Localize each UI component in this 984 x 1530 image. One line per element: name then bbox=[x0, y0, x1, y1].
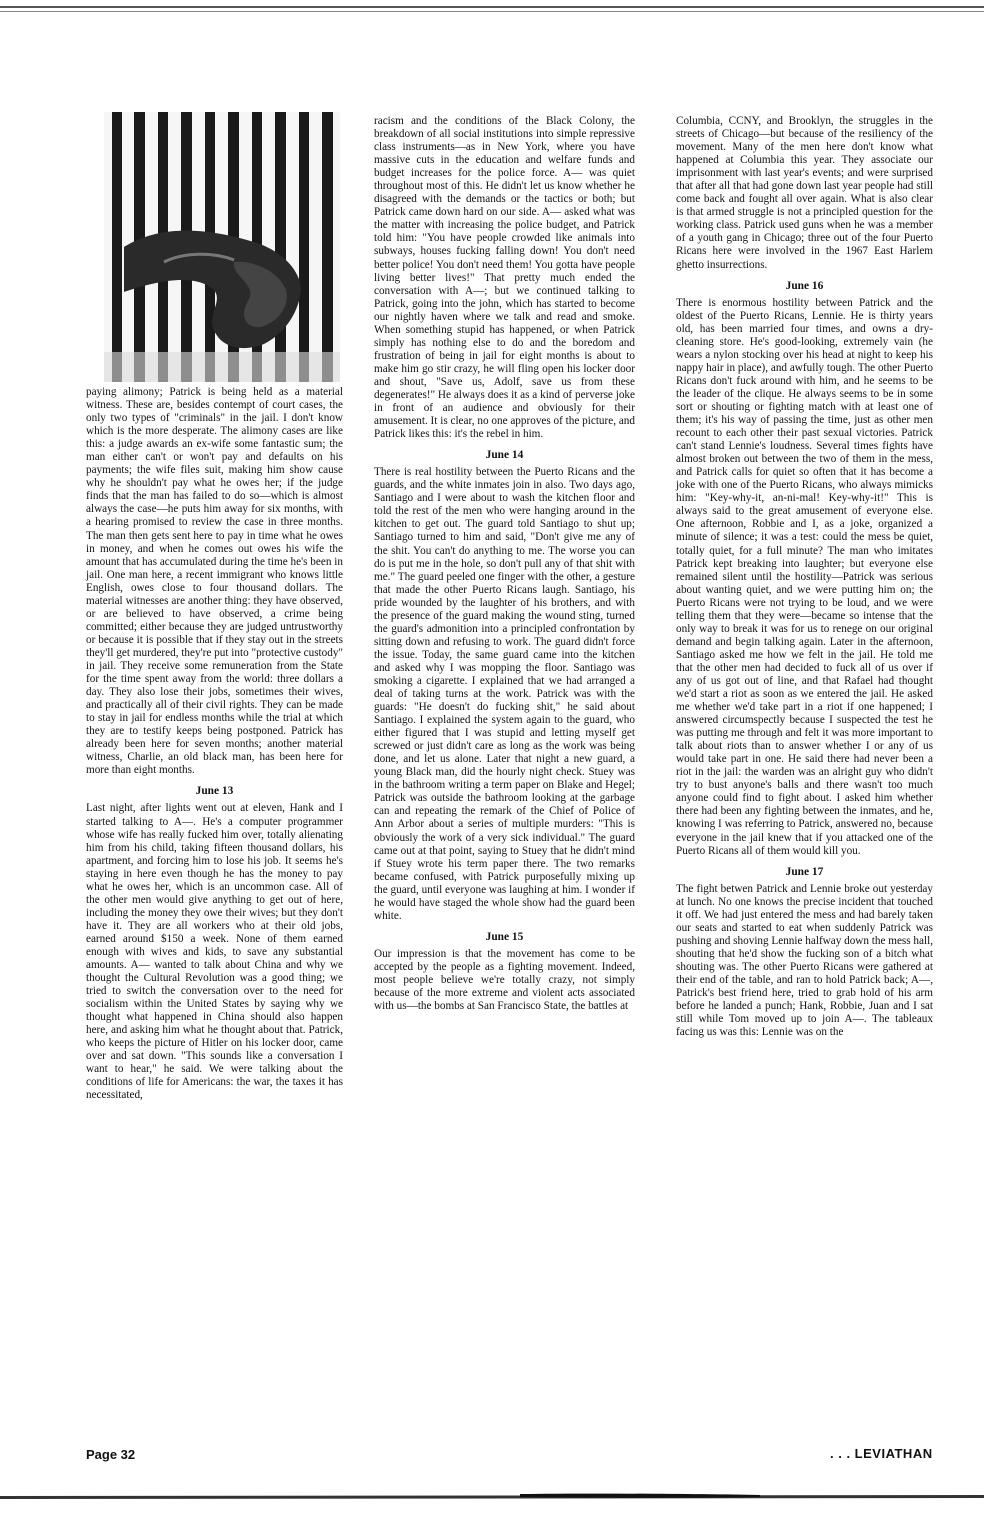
publication-name: . . . LEVIATHAN bbox=[830, 1446, 933, 1461]
col2-june15-paragraph: Our impression is that the movement has come to be accepted by the people as a fighting movement. Indeed, most people believe we're totally crazy, not simply because of the more extreme and violent acts associated with us—the bombs at San Francisco State, the battles at bbox=[374, 947, 635, 1013]
hand-gripping-bars-icon bbox=[104, 112, 340, 382]
page-number: Page 32 bbox=[86, 1447, 136, 1462]
jail-bars-photo bbox=[104, 112, 340, 382]
col1-paragraph: paying alimony; Patrick is being held as a material witness. These are, besides contempt of court cases, the only two types of "criminals" in the jail. I don't know which is the more desperate. The alimony cases are like this: a judge awards an ex-wife some fantastic sum; the man either can't or won't pay and defaults on his payments; the wife files suit, making him show cause why he shouldn't pay what he owes her; if the judge finds that the man has failed to do so—which is almost always the case—he puts him away for six months, with a hearing promised to review the case in three months. The man then gets sent here to pay in time what he owes in money, and when he comes out owes his wife the amount that has accumulated during the time he's been in jail. One man here, a recent immigrant who knows little English, owes close to four thousand dollars. The material witnesses are another thing: they have observed, or are believed to have observed, a crime being committed; either because they are judged untrustworthy or because it is possible that if they stay out in the streets they'll get murdered, they're put into "protective custody" in jail. They receive some remuneration from the State for the time spent away from the world: three dollars a day. They also lose their jobs, sometimes their wives, and practically all of their civil rights. They can be made to stay in jail for endless months while the trial at which they are to testify keeps being postponed. Patrick has already been here for seven months; another material witness, Charlie, an old black man, has been here for more than eight months. bbox=[86, 386, 343, 777]
top-rule bbox=[0, 6, 984, 8]
col2-june14-paragraph: There is real hostility between the Puerto Ricans and the guards, and the white inmates join in also. Two days ago, Santiago and I were about to wash the kitchen floor and told the rest of the men who were hanging around in the kitchen to get out. The guard told Santiago to shut up; Santiago turned to him and said, "Don't give me any of the shit. You can't do anything to me. The worse you can do is put me in the hole, so don't pull any of that shit with me." The guard peeled one finger with the other, a gesture that made the other Puerto Ricans laugh. Santiago, his pride wounded by the laughter of his brothers, and with the presence of the guard making the wound sting, turned the guard's admonition into a principled confrontation by sitting down and refusing to work. The guard didn't force the issue. Today, the same guard came into the kitchen and asked why I was mopping the floor. Santiago was smoking a cigarette. I explained that we had arranged a deal of taking turns at the work. Patrick was with the guards: "He doesn't do fucking shit," he said about Santiago. I explained the system again to the guard, who either figured that I was stupid and letting myself get screwed or just didn't care as long as the work was being done, and let us alone. Later that night a new guard, a young Black man, did the hourly night check. Stuey was in the bathroom writing a term paper on Blake and Hegel; Patrick was outside the bathroom looking at the garbage can and repeating the remark of the Chief of Police of Ann Arbor about a series of multiple murders: "This is obviously the work of a very sick individual." The guard came out at that point, saying to Stuey that he didn't mind if Stuey wrote his term paper there. The two remarks became confused, with Patrick purposefully mixing up the guard, until everyone was laughing at him. I wonder if he would have staged the whole show had the guard been white. bbox=[374, 466, 635, 922]
heading-june-16: June 16 bbox=[785, 279, 824, 292]
col2-top-paragraph: racism and the conditions of the Black Colony, the breakdown of all social institutions into simple repressive class instruments—as in New York, where you have massive cuts in the education and welfare funds and budget increases for the police force. A— was quiet throughout most of this. He didn't let us know whether he disagreed with the demands or the tactics or both; but Patrick came down hard on our side. A— asked what was the matter with increasing the police budget, and Patrick told him: "You have people crowded like animals into subways, houses fucking falling down! You don't need better police! You don't need them! You gotta have people living better lives!" That pretty much ended the conversation with A—; but we continued talking to Patrick, going into the john, which has started to become our nightly haven where we talk and read and smoke. When something stupid has happened, or when Patrick simply has nothing else to do and the boredom and frustration of being in jail for eight months is about to make him go stir crazy, he will fling open his locker door and shout, "Save us, Adolf, save us from these degenerates!" He always does it as a kind of perverse joke in front of an audience and obviously for their amusement. It is clear, no one approves of the picture, and Patrick likes this: it's the rebel in him. bbox=[374, 115, 635, 441]
heading-june-14: June 14 bbox=[485, 449, 524, 462]
col1-june13-paragraph: Last night, after lights went out at eleven, Hank and I started talking to A—. He's a computer programmer whose wife has really fucked him over, totally alienating him from his child, taking fifteen thousand dollars, his apartment, and forcing him to lose his job. It seems he's staying in here even though he has the money to pay what he owes her, which is an uncommon case. All of the other men would give anything to get out of here, including the money they owe their wives; but they don't have it. They are all workers who at their old jobs, earned around $150 a week. None of them earned enough with wives and kids, to save any substantial amounts. A— wanted to talk about China and why we thought the Cultural Revolution was a good thing; we tried to switch the conversation over to the need for socialism within the United States by saying why we thought what happened in China should also happen here, and asking him what he thought about that. Patrick, who keeps the picture of Hitler on his locker door, came over and sat down. "This sounds like a conversation I want to hear," he said. We were talking about the conditions of life for Americans: the war, the taxes it has necessitated, bbox=[86, 802, 343, 1102]
heading-june-13: June 13 bbox=[195, 785, 234, 798]
col3-top-paragraph: Columbia, CCNY, and Brooklyn, the struggles in the streets of Chicago—but because of the resiliency of the movement. Many of the men here don't know what happened at Columbia this year. They associate our imprisonment with last year's events; and were surprised that after all that had gone down last year people had still come back and fought all over again. What is also clear is that armed struggle is not a principled question for the working class. Patrick used guns when he was a member of a youth gang in Chicago; three out of the four Puerto Ricans here were involved in the 1967 East Harlem ghetto insurrections. bbox=[676, 115, 933, 271]
heading-june-17: June 17 bbox=[785, 865, 824, 878]
column-1 bbox=[86, 386, 343, 1103]
col3-june16-paragraph: There is enormous hostility between Patrick and the oldest of the Puerto Ricans, Lennie. He is thirty years old, has been married four times, and owns a dry-cleaning store. He's good-looking, extremely vain (he wears a nylon stocking over his head at night to keep his nappy hair in place), and awfully tough. The other Puerto Ricans don't fuck around with him, and he seems to be the leader of the clique. He always seems to be in some sort or shouting or fighting match with at least one of them; it's his way of passing the time, just as other men recount to each other their past sexual victories. Patrick can't stand Lennie's loudness. Several times fights have almost broken out between the two of them in the mess, and Patrick calls for quiet so often that it has become a joke with one of the Puerto Ricans, who always mimicks him: "Key-why-it, an-ni-mal! Key-why-it!" This is always said to the great amusement of everyone else. One afternoon, Robbie and I, as a joke, organized a minute of silence; it was a test: could the mess be quiet, totally quiet, for a full minute? The man who imitates Patrick kept breaking into laughter; but everyone else remained silent until the hostility—Patrick was serious about wanting quiet, and we were putting him on; the Puerto Ricans were not trying to be loud, and we were telling them that they were—became so intense that the only way to break it was for us to renege on our original demand and begin talking again. Later in the afternoon, Santiago asked me how we felt in the jail. He told me that the other men had decided to fuck all of us over if any of us got out of line, and that Rafael had thought we'd start a riot as soon as we entered the jail. He asked me whether we'd take part in a riot if one happened; I answered circumspectly because I suspected the test he was putting me through and felt it was more important to talk about riots than to answer whether I or any of us would take part in one. He said there had never been a riot in the jail: the warden was an alright guy who didn't try to bust anyone's balls and there wasn't too much anyone could find to fight about. I asked him whether there had been any fighting between the inmates, and he, knowing I was referring to Patrick, answered no, because everyone in the jail knew that if you attacked one of the Puerto Ricans all of them would kill you. bbox=[676, 296, 933, 857]
heading-june-15: June 15 bbox=[485, 930, 524, 943]
top-rule-thin bbox=[0, 11, 984, 12]
col3-june17-paragraph: The fight betwen Patrick and Lennie broke out yesterday at lunch. No one knows the precise incident that touched it off. We had just entered the mess and had barely taken our seats and started to eat when suddenly Patrick was pushing and shoving Lennie halfway down the mess hall, shouting that he'd show the fucking son of a bitch what shouting was. The other Puerto Ricans were gathered at their end of the table, and ran to hold Patrick back; A—, Patrick's best friend here, tried to grab hold of his arm before he landed a punch; Hank, Robbie, Juan and I sat still while Tom moved up to join A—. The tableaux facing us was this: Lennie was on the bbox=[676, 882, 933, 1039]
column-3 bbox=[676, 115, 933, 1039]
bottom-rule bbox=[0, 1492, 984, 1502]
column-2 bbox=[374, 115, 635, 1013]
